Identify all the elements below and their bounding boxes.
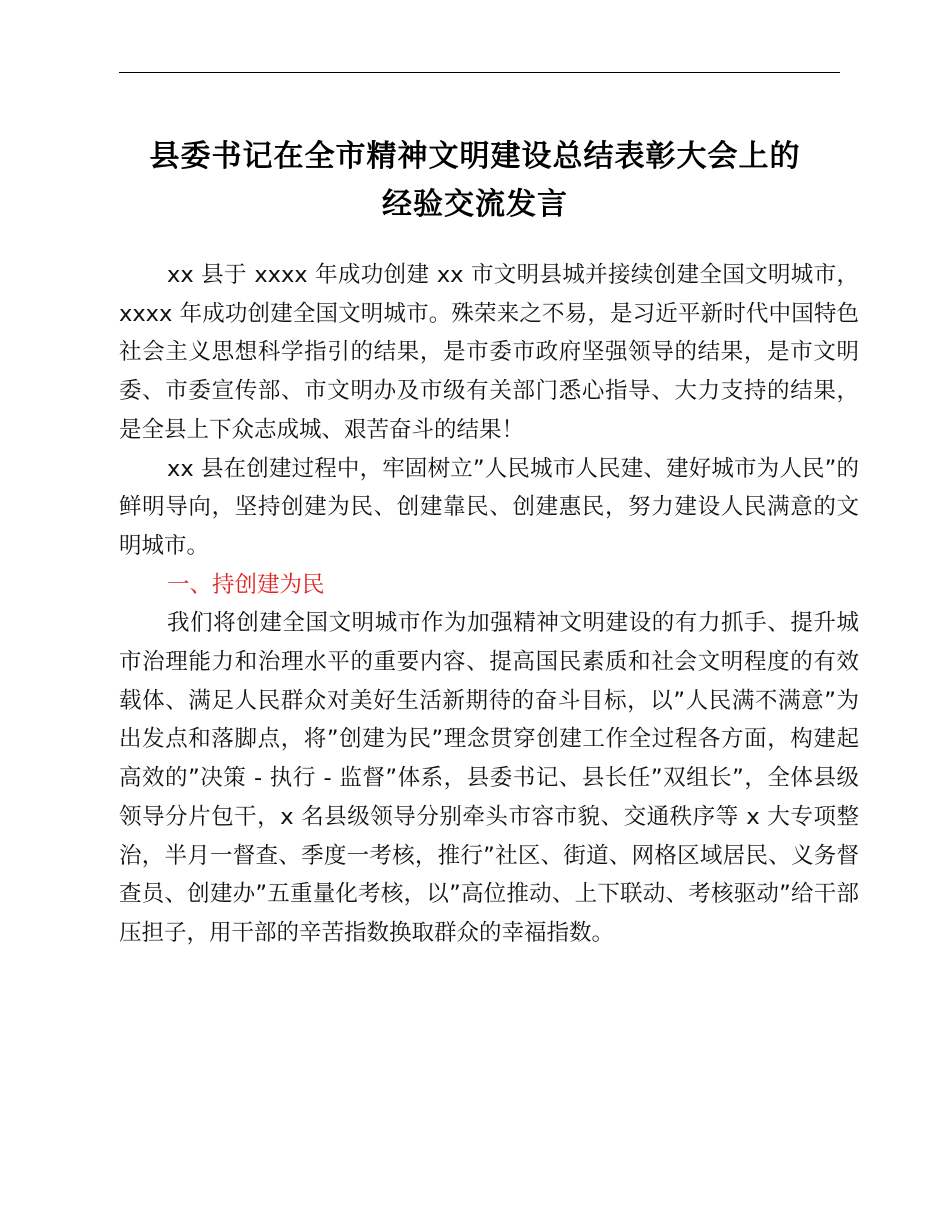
title-line-1: 县委书记在全市精神文明建设总结表彰大会上的 bbox=[149, 139, 801, 174]
document-title bbox=[100, 133, 850, 229]
document-body bbox=[119, 256, 859, 953]
section-heading: 一、持创建为民 bbox=[167, 571, 325, 598]
paragraph-intro: xx 县于 xxxx 年成功创建 xx 市文明县城并接续创建全国文明城市，xxxx 年成功创建全国文明城市。殊荣来之不易，是习近平新时代中国特色社会主义思想科学指引的结果，是市委市政府坚强领导的结果，是市文明委、市委宣传部、市文明办及市级有关部门悉心指导、大力支持的结果，是全县上下众志成城、艰苦奋斗的结果！ bbox=[119, 262, 859, 443]
paragraph-section-1: 我们将创建全国文明城市作为加强精神文明建设的有力抓手、提升城市治理能力和治理水平的重要内容、提高国民素质和社会文明程度的有效载体、满足人民群众对美好生活新期待的奋斗目标，以”人民满不满意”为出发点和落脚点，将”创建为民”理念贯穿创建工作全过程各方面，构建起高效的”决策 - 执行 - 监督”体系，县委书记、县长任”双组长”，全体县级领导分片包干，x 名县级领导分别牵头市容市貌、交通秩序等 x 大专项整治，半月一督查、季度一考核，推行”社区、街道、网格区域居民、义务督查员、创建办”五重量化考核，以”高位推动、上下联动、考核驱动”给干部压担子，用干部的辛苦指数换取群众的幸福指数。 bbox=[119, 610, 859, 946]
header-rule bbox=[119, 72, 840, 73]
paragraph-approach: xx 县在创建过程中，牢固树立”人民城市人民建、建好城市为人民”的鲜明导向，坚持创建为民、创建靠民、创建惠民，努力建设人民满意的文明城市。 bbox=[119, 455, 859, 559]
title-line-2: 经验交流发言 bbox=[382, 187, 568, 222]
